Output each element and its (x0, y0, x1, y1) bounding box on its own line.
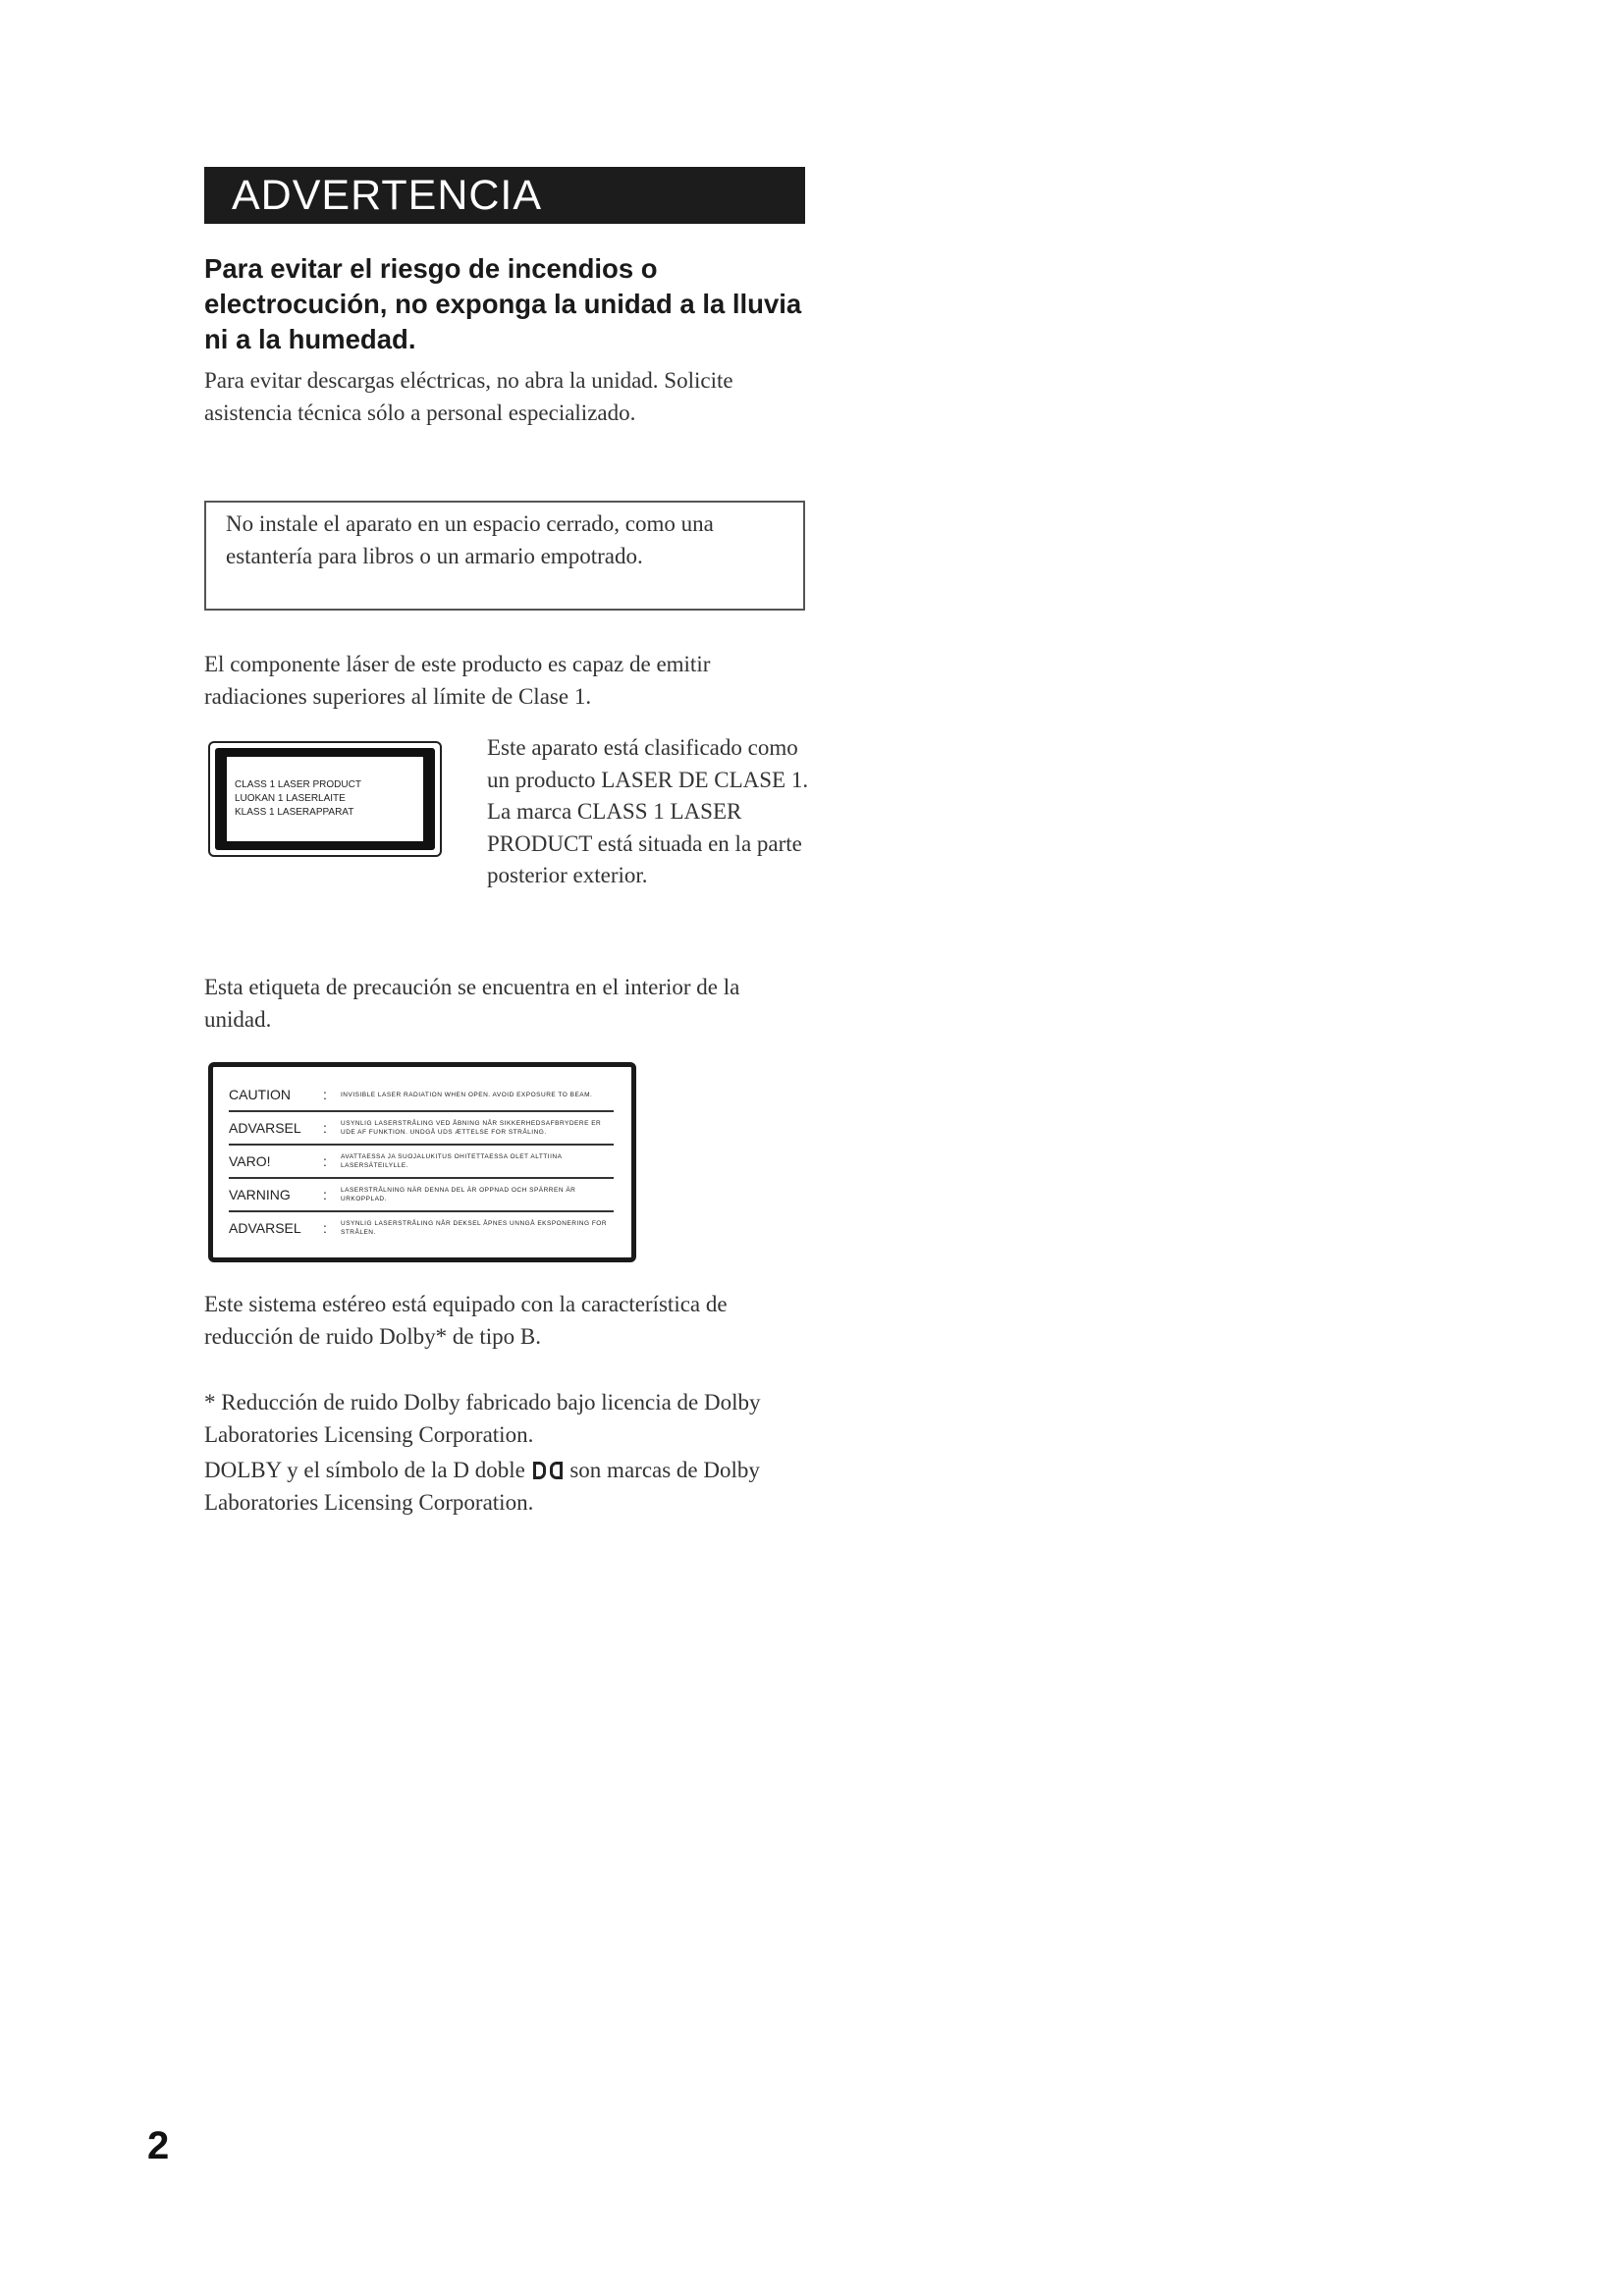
caution-row-text: USYNLIG LASERSTRÅLING NÅR DEKSEL ÅPNES UNNGÅ EKSPONERING FOR STRÅLEN. (341, 1220, 608, 1236)
class1-label-line: LUOKAN 1 LASERLAITE (235, 793, 346, 804)
caution-row-text: AVATTAESSA JA SUOJALUKITUS OHITETTAESSA OLET ALTTIINA LASERSÄTEILYLLE. (341, 1153, 563, 1169)
paragraph-dolby-license: * Reducción de ruido Dolby fabricado bajo licencia de Dolby Laboratories Licensing Corporation. (204, 1390, 761, 1447)
caution-row-label: CAUTION (229, 1087, 291, 1102)
class1-label-line: KLASS 1 LASERAPPARAT (235, 807, 354, 818)
caution-label-row (229, 1146, 614, 1179)
caution-row-text: USYNLIG LASERSTRÅLING VED ÅBNING NÅR SIKKERHEDSAFBRYDERE ER UDE AF FUNKTION. UNDGÅ UDS ÆTTELSE FOR STRÅLING. (341, 1120, 602, 1136)
section-banner: ADVERTENCIA (204, 167, 805, 224)
class1-laser-label-frame (215, 748, 435, 850)
caution-label-row (229, 1212, 614, 1244)
paragraph-dolby-trademark (204, 1455, 805, 1519)
caution-label-row (229, 1179, 614, 1212)
dolby-trademark-text-after: son marcas de Dolby Laboratories Licensing Corporation. (204, 1458, 760, 1515)
warning-heading: Para evitar el riesgo de incendios o electrocución, no exponga la unidad a la lluvia ni a la humedad. (204, 253, 802, 354)
paragraph-class1-description: Este aparato está clasificado como un producto LASER DE CLASE 1. La marca CLASS 1 LASER PRODUCT está situada en la parte posterior exterior. (487, 735, 809, 887)
caution-label-row (229, 1079, 614, 1112)
class1-laser-label-body (227, 757, 423, 841)
paragraph-dolby-system: Este sistema estéreo está equipado con la característica de reducción de ruido Dolby* de tipo B. (204, 1292, 728, 1349)
caution-row-label: VARO! (229, 1153, 271, 1169)
caution-row-colon: : (323, 1153, 327, 1169)
dolby-trademark-text-before: DOLBY y el símbolo de la D doble (204, 1458, 525, 1482)
caution-laser-label (208, 1062, 636, 1262)
paragraph-no-open: Para evitar descargas eléctricas, no abra la unidad. Solicite asistencia técnica sólo a personal especializado. (204, 368, 733, 425)
caution-row-colon: : (323, 1220, 327, 1236)
paragraph-caution-label-location: Esta etiqueta de precaución se encuentra en el interior de la unidad. (204, 975, 740, 1032)
caution-row-label: VARNING (229, 1187, 291, 1202)
caution-row-label: ADVARSEL (229, 1120, 301, 1136)
class1-laser-label (208, 741, 442, 857)
installation-notice-text: No instale el aparato en un espacio cerrado, como una estantería para libros o un armario empotrado. (226, 511, 714, 568)
caution-row-text: LASERSTRÅLNING NÄR DENNA DEL ÄR OPPNAD OCH SPÄRREN ÄR URKOPPLAD. (341, 1187, 576, 1202)
caution-row-colon: : (323, 1187, 327, 1202)
caution-label-row (229, 1112, 614, 1146)
caution-row-label: ADVARSEL (229, 1220, 301, 1236)
page-number: 2 (147, 2124, 170, 2167)
caution-row-text: INVISIBLE LASER RADIATION WHEN OPEN. AVOID EXPOSURE TO BEAM. (341, 1091, 593, 1098)
installation-notice-box (204, 501, 805, 611)
dolby-double-d-icon (533, 1462, 563, 1479)
caution-row-colon: : (323, 1087, 327, 1102)
paragraph-laser-component: El componente láser de este producto es capaz de emitir radiaciones superiores al límite de Clase 1. (204, 652, 711, 709)
caution-row-colon: : (323, 1120, 327, 1136)
class1-label-line: CLASS 1 LASER PRODUCT (235, 779, 361, 790)
